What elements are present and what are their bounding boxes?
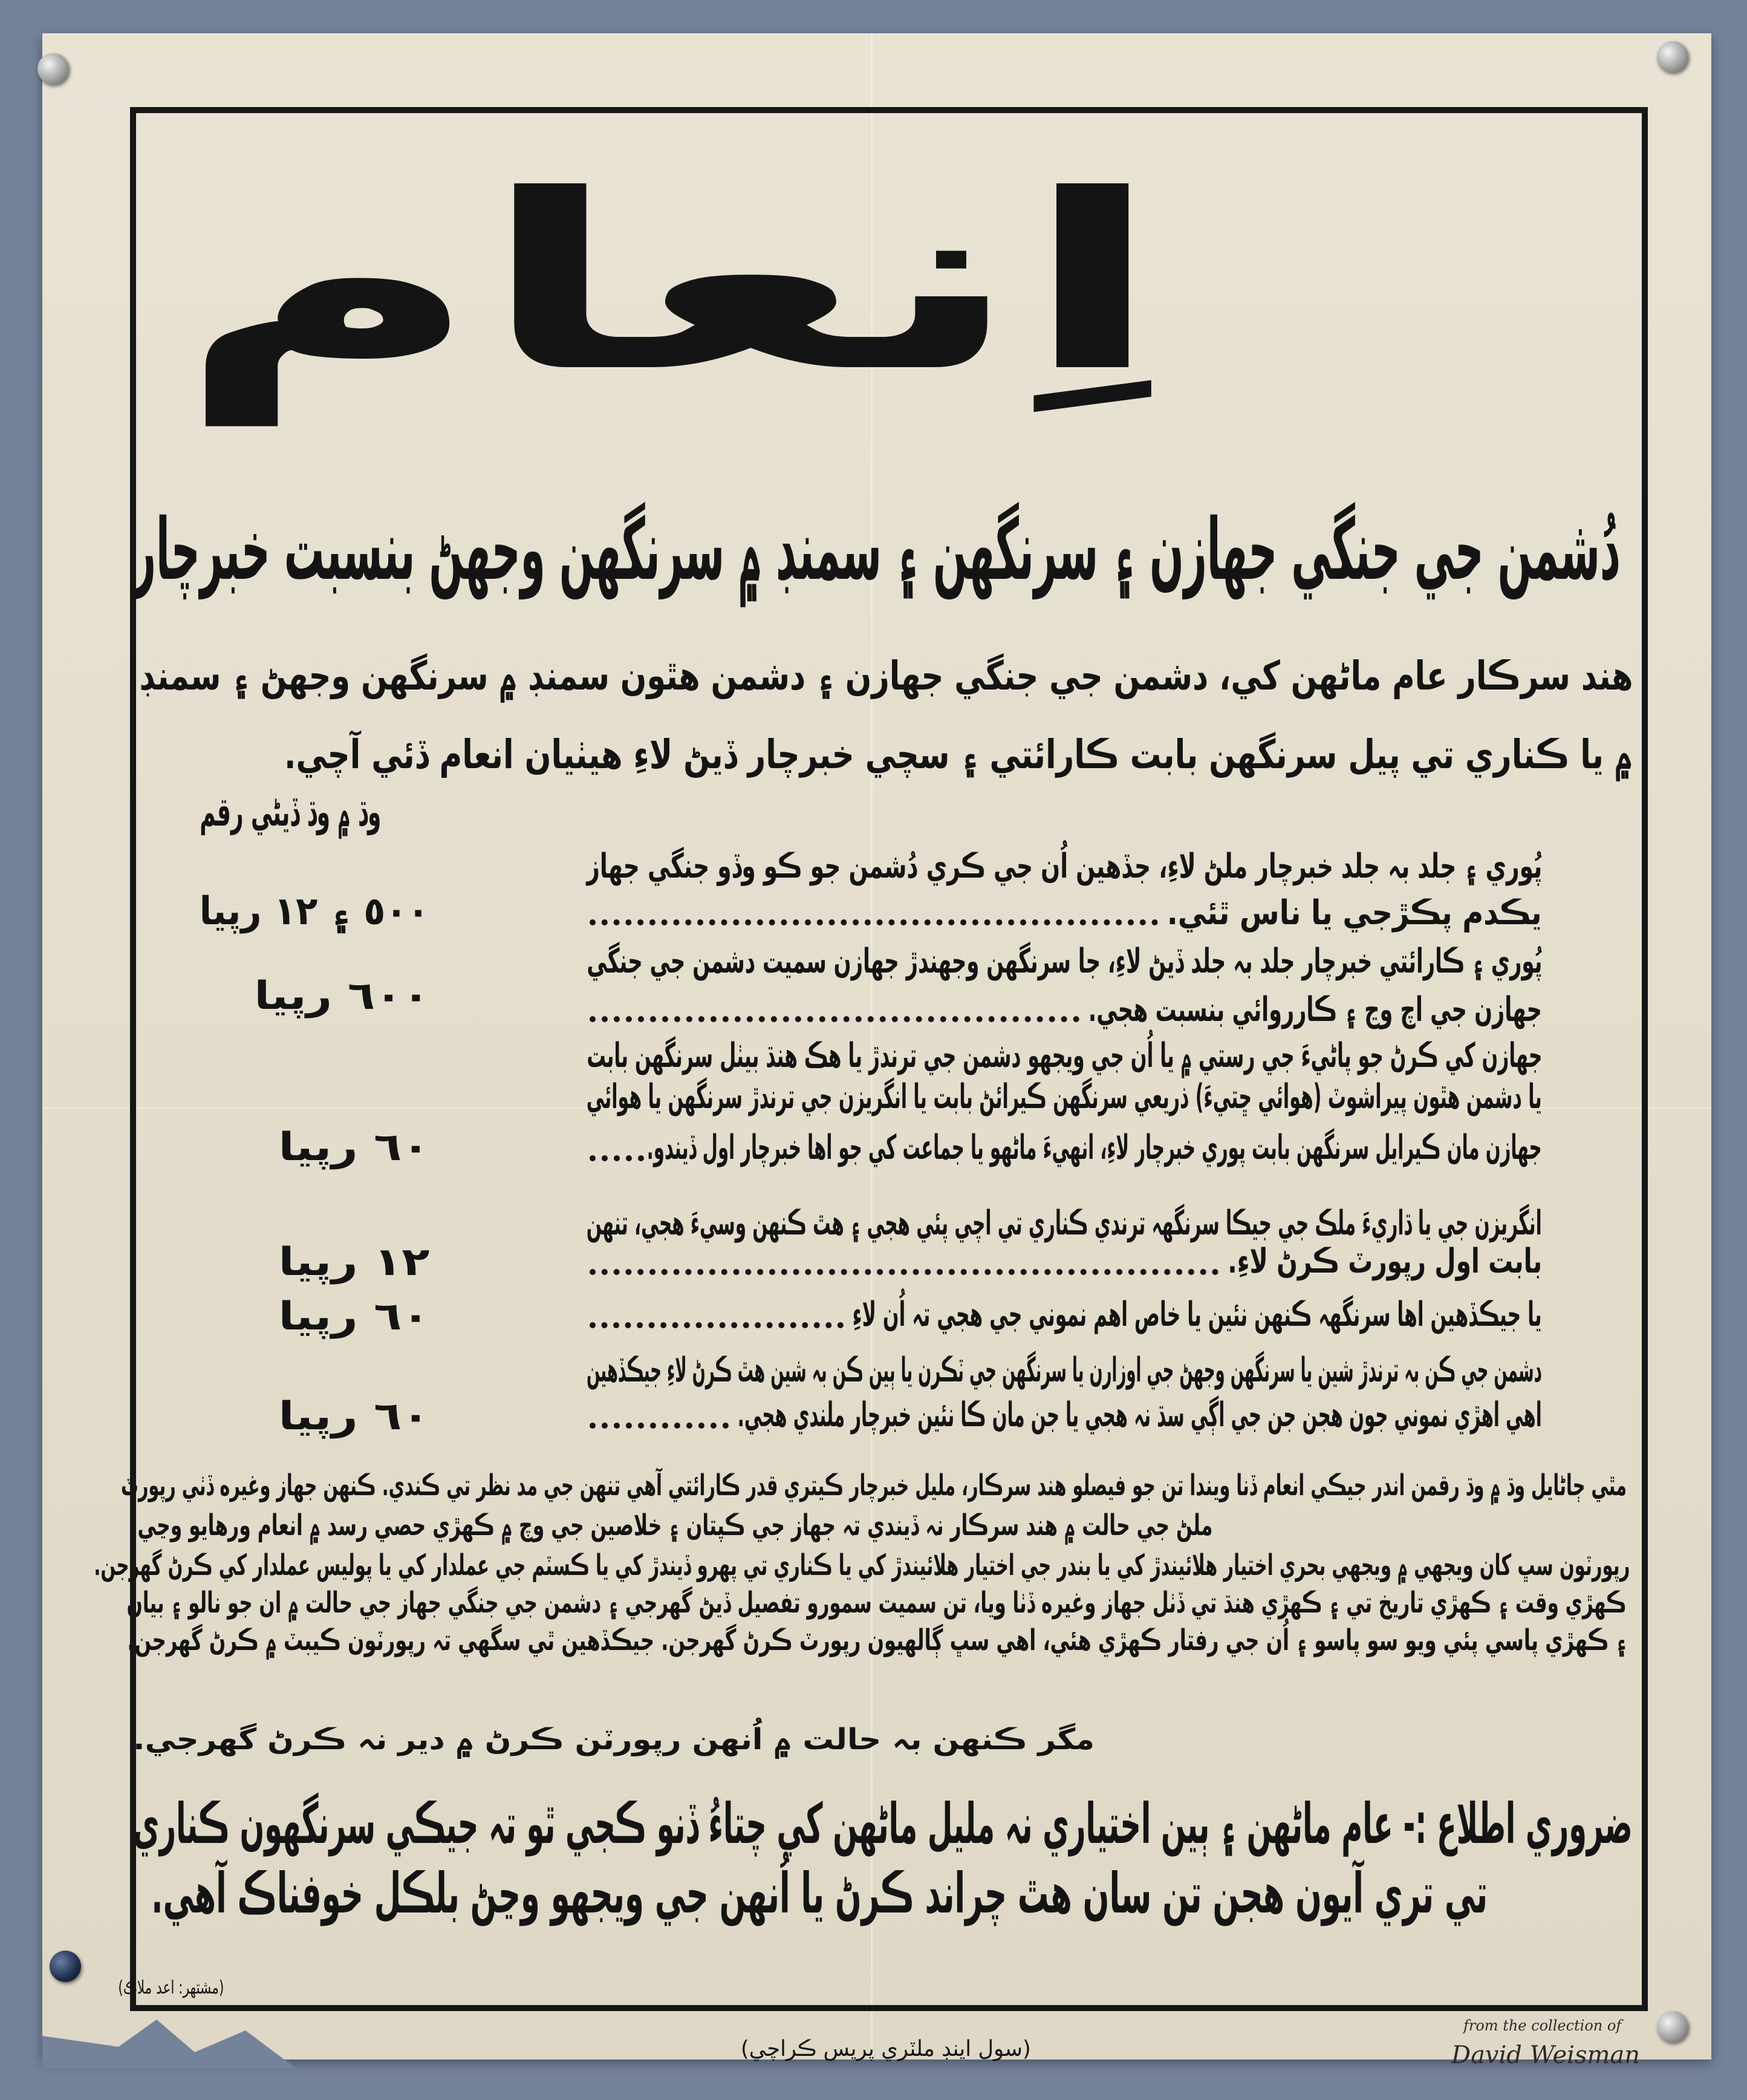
reward-text: پُوري ۽ ڪارائتي خبرچار جلد بہ جلد ڏيڻ لاءِ، جا سرنگهن وجهندڙ جهازن سميت دشمن جي جنگي [587, 942, 1542, 981]
reward-text: دشمن جي ڪن بہ ترندڙ شين يا سرنگهن وجهڻ جي اوزارن يا سرنگهن جي ٽڪرن يا ٻين ڪن بہ شين هٿ ڪرڻ لاءِ جيڪڏهين [587, 1351, 1542, 1390]
pushpin-icon [1657, 41, 1688, 73]
reward-text: جهازن کي ڪرڻ جو پاڻيءَ جي رستي ۾ يا اُن جي ويجهو دشمن جي ترندڙ يا هڪ هنڌ بيٺل سرنگهن بابت [587, 1036, 1542, 1075]
reward-amount: ١٢ رپيا [278, 1240, 429, 1285]
reward-text: پُوري ۽ جلد بہ جلد خبرچار ملڻ لاءِ، جڏهين اُن جي ڪري دُشمن جو ڪو وڏو جنگي جهاز [587, 847, 1542, 886]
amount-column-heading: وڌ ۾ وڌ ڏيڻي رقم [200, 789, 381, 835]
poster-title: اِنعام [177, 143, 1163, 425]
dot-leader [590, 919, 1158, 925]
note-line: مٿي ڄاڻايل وڌ ۾ وڌ رقمن اندر جيڪي انعام ڏنا ويندا تن جو فيصلو هند سرڪار، مليل خبرچار ڪيتري قدر ڪارائتي آهي تنهن جي مد نظر تي ڪندي. ڪنهن جهاز وغيره ڏٺي رپورٽ [121, 1469, 1627, 1502]
notice-label: ضروري اطلاع :- [1403, 1792, 1633, 1856]
note-line: رپورٽون سڀ کان ويجهي ۾ ويجهي بحري اختيار هلائيندڙ کي يا بندر جي اختيار هلائيندڙ کي يا ڪناري تي پهرو ڏيندڙ کي يا ڪسٽم جي عملدار کي يا پوليس عملدار کي ڪرڻ گهرجن. [94, 1548, 1630, 1582]
reward-text: جهازن مان ڪيرايل سرنگهن بابت پوري خبرچار لاءِ، انهيءَ ماڻهو يا جماعت کي جو اها خبرچار اول ڏيندو. [646, 1128, 1542, 1167]
reward-text: جهازن جي اچ وڃ ۽ ڪارروائي بنسبت هجي. [1088, 990, 1542, 1029]
pushpin-icon [37, 53, 69, 85]
notice-text: تي تري آيون هجن تن سان هٿ چراند ڪرڻ يا اُنهن جي ويجهو وڃڻ بلڪل خوفناڪ آهي. [151, 1861, 1488, 1926]
advertiser-credit: (مشتهر: اعد ملاڪ) [118, 1977, 224, 1998]
reward-amount: ٦٠ رپيا [278, 1394, 429, 1439]
note-line: مگر ڪنهن بہ حالت ۾ اُنهن رپورٽن ڪرڻ ۾ دير نہ ڪرڻ گهرجي. [133, 1723, 1095, 1756]
reward-text: يا جيڪڏهين اها سرنگهہ ڪنهن نئين يا خاص اهم نموني جي هجي تہ اُن لاءِ [853, 1295, 1542, 1334]
poster-subtitle: دُشمن جي جنگي جهازن ۽ سرنگهن ۽ سمنڊ ۾ سرنگهن وجهڻ بنسبت خبرچار [133, 501, 1621, 599]
note-line: ملڻ جي حالت ۾ هند سرڪار نہ ڏيندي تہ جهاز جي ڪپتان ۽ خلاصين جي وچ ۾ ڪهڙي حصي رسد ۾ انعام ورهايو وڃي. [130, 1508, 1212, 1542]
collector-name: David Weisman [1451, 2041, 1641, 2069]
important-notice [127, 1792, 1633, 1856]
pushpin-icon [1657, 2011, 1688, 2043]
reward-amount: ٥٠٠ ۽ ١٢ رپيا [200, 889, 429, 934]
reward-amount: ٦٠ رپيا [278, 1125, 429, 1170]
reward-amount: ٦٠٠ رپيا [254, 974, 429, 1019]
reward-amount: ٦٠ رپيا [278, 1294, 429, 1339]
reward-text: بابت اول رپورٽ ڪرڻ لاءِ. [1228, 1242, 1542, 1281]
intro-line: ۾ يا ڪناري تي پيل سرنگهن بابت ڪارائتي ۽ سچي خبرچار ڏيڻ لاءِ هيٺيان انعام ڏئي آچي. [284, 731, 1633, 778]
notice-text: عام ماڻهن ۽ ٻين اختياري نہ مليل ماڻهن کي چتاءُ ڏنو ڪجي ٿو تہ جيڪي سرنگهون ڪناري [133, 1792, 1394, 1856]
reward-text: يڪدم پڪڙجي يا ناس ٿئي. [1167, 893, 1542, 933]
intro-line: هند سرڪار عام ماڻهن کي، دشمن جي جنگي جهازن ۽ دشمن هٿون سمنڊ ۾ سرنگهن وجهڻ ۽ سمنڊ [139, 653, 1633, 699]
note-line: ۽ ڪهڙي پاسي پئي ويو سو پاسو ۽ اُن جي رفتار ڪهڙي هئي، اهي سڀ ڳالهيون رپورٽ ڪرڻ گهرجن. جيڪڏهين ٿي سگهي تہ رپورٽون ڪيبٽ ۾ ڪرڻ گهرجن. [127, 1623, 1627, 1657]
pushpin-icon [50, 1951, 81, 1982]
reward-text: يا دشمن هٿون پيراشوٽ (هوائي ڇتيءَ) ذريعي سرنگهن ڪيرائڻ بابت يا انگريزن جي ترندڙ سرنگهن يا هوائي [587, 1077, 1542, 1117]
reward-text: انگريزن جي يا ڌاريءَ ملڪ جي جيڪا سرنگهہ ترندي ڪناري تي اچي پئي هجي ۽ هٿ ڪنهن وسيءَ هجي، تنهن [587, 1204, 1542, 1243]
note-line: ڪهڙي وقت ۽ ڪهڙي تاريخ تي ۽ ڪهڙي هنڌ تي ڏٺل جهاز وغيره ڏٺا ويا، تن سميت سمورو تفصيل ڏيڻ گهرجي ۽ دشمن جي جنگي جهاز جي حالت ۾ ان جو نالو ۽ بيان [127, 1586, 1627, 1620]
collection-credit: from the collection of [1463, 2017, 1622, 2034]
reward-text: اهي اهڙي نموني جون هجن جن جي اڳي سڌ نہ هجي يا جن مان ڪا نئين خبرچار ملندي هجي. [737, 1395, 1542, 1435]
printer-credit: (سول اينڊ ملٽري پريس ڪراچي) [741, 2036, 1031, 2061]
